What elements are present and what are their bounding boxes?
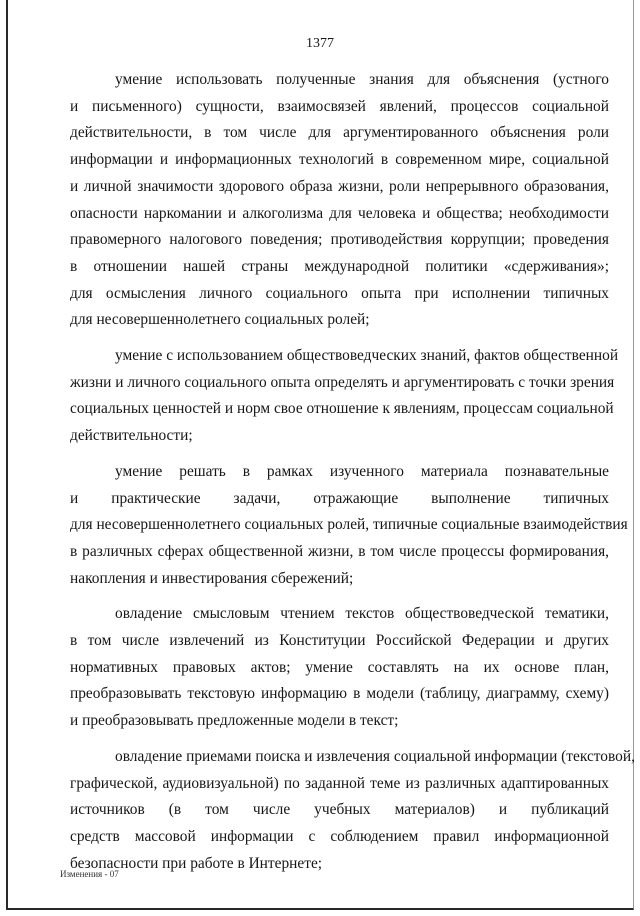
- footer-revision-note: Изменения - 07: [60, 869, 119, 879]
- text-line: для осмысления личного социального опыта при исполнении типичных: [70, 284, 609, 302]
- text-line: опасности наркомании и алкоголизма для человека и общества; необходимости: [70, 204, 609, 222]
- paragraph-1: [70, 67, 609, 334]
- text-line: и личной значимости здорового образа жизни, роли непрерывного образования,: [70, 177, 609, 195]
- text-line: умение решать в рамках изученного материала познавательные: [115, 462, 609, 480]
- text-line: преобразовывать текстовую информацию в модели (таблицу, диаграмму, схему): [70, 685, 609, 703]
- paragraph-3: [70, 459, 628, 593]
- text-line: правомерного налогового поведения; противодействия коррупции; проведения: [70, 231, 609, 249]
- text-line: и практические задачи, отражающие выполнение типичных: [70, 489, 609, 507]
- paragraph-5: [70, 744, 635, 878]
- text-line: социальных ценностей и норм свое отношение к явлениям, процессам социальной: [70, 400, 614, 418]
- text-line: и преобразовывать предложенные модели в текст;: [70, 712, 399, 730]
- body-text: [70, 67, 635, 886]
- text-line: умение с использованием обществоведческих знаний, фактов общественной: [115, 347, 619, 365]
- text-line: безопасности при работе в Интернете;: [70, 854, 323, 872]
- text-line: жизни и личного социального опыта определять и аргументировать с точки зрения: [70, 373, 615, 391]
- text-line: действительности;: [70, 427, 193, 445]
- text-line: информации и информационных технологий в современном мире, социальной: [70, 151, 609, 169]
- text-line: овладение приемами поиска и извлечения социальной информации (текстовой,: [115, 747, 635, 765]
- text-line: средств массовой информации с соблюдением правил информационной: [70, 827, 609, 845]
- page-number: 1377: [306, 36, 334, 51]
- paragraph-2: [70, 343, 619, 450]
- text-line: и письменного) сущности, взаимосвязей явлений, процессов социальной: [70, 97, 609, 115]
- text-line: в различных сферах общественной жизни, в том числе процессы формирования,: [70, 542, 609, 560]
- paragraph-4: [70, 601, 609, 735]
- text-line: для несовершеннолетнего социальных ролей, типичные социальные взаимодействия: [70, 516, 628, 534]
- text-line: нормативных правовых актов; умение составлять на их основе план,: [70, 658, 609, 676]
- text-line: действительности, в том числе для аргументированного объяснения роли: [70, 124, 609, 142]
- text-line: овладение смысловым чтением текстов обществоведческой тематики,: [115, 605, 609, 623]
- text-line: в отношении нашей страны международной политики «сдерживания»;: [70, 257, 609, 275]
- text-line: источников (в том числе учебных материалов) и публикаций: [70, 801, 609, 819]
- text-line: умение использовать полученные знания для объяснения (устного: [115, 71, 609, 88]
- text-line: графической, аудиовизуальной) по заданной теме из различных адаптированных: [70, 774, 609, 792]
- text-line: для несовершеннолетнего социальных ролей;: [70, 311, 370, 329]
- text-line: в том числе извлечений из Конституции Российской Федерации и других: [70, 632, 609, 650]
- text-line: накопления и инвестирования сбережений;: [70, 569, 354, 587]
